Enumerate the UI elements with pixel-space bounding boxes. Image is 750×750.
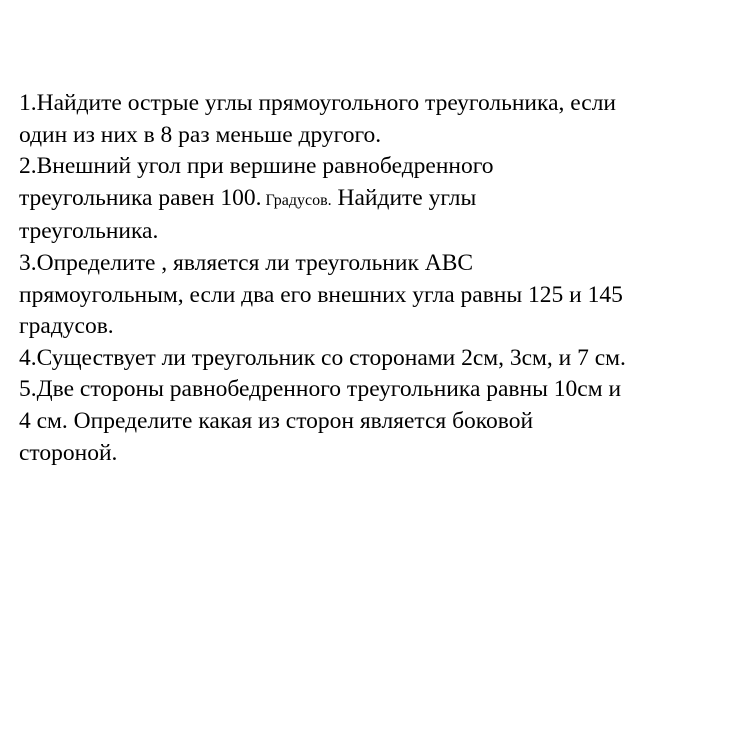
- problem-2-line-2-part-1: треугольника равен 100.: [19, 184, 262, 211]
- problem-4-line-1: 4.Существует ли треугольник со сторонами 2см, 3см, и 7 см.: [19, 344, 626, 371]
- problem-2-line-1: 2.Внешний угол при вершине равнобедренного: [19, 153, 494, 180]
- problem-1-line-1: 1.Найдите острые углы прямоугольного треугольника, если: [19, 90, 617, 116]
- problem-list: [19, 88, 739, 469]
- problem-2-small-text: Градусов.: [261, 191, 332, 209]
- problem-5: [19, 374, 739, 469]
- problem-5-line-3: стороной.: [19, 439, 118, 466]
- problem-1: [19, 88, 739, 151]
- problem-3-line-3: градусов.: [19, 313, 114, 340]
- problem-3-line-2: прямоугольным, если два его внешних угла равны 125 и 145: [19, 281, 623, 308]
- problem-4: [19, 343, 739, 375]
- problem-2-line-3: треугольника.: [19, 218, 159, 245]
- problem-5-line-1: 5.Две стороны равнобедренного треугольника равны 10см и: [19, 376, 622, 403]
- problem-1-line-2: один из них в 8 раз меньше другого.: [19, 121, 382, 148]
- problem-3: [19, 248, 739, 343]
- problem-2-line-2-part-2: Найдите углы: [331, 184, 477, 211]
- problem-5-line-2: 4 см. Определите какая из сторон является боковой: [19, 407, 534, 434]
- problem-2-line-2: [19, 183, 739, 217]
- problem-3-line-1: 3.Определите , является ли треугольник ABC: [19, 249, 474, 276]
- problem-2: [19, 151, 739, 248]
